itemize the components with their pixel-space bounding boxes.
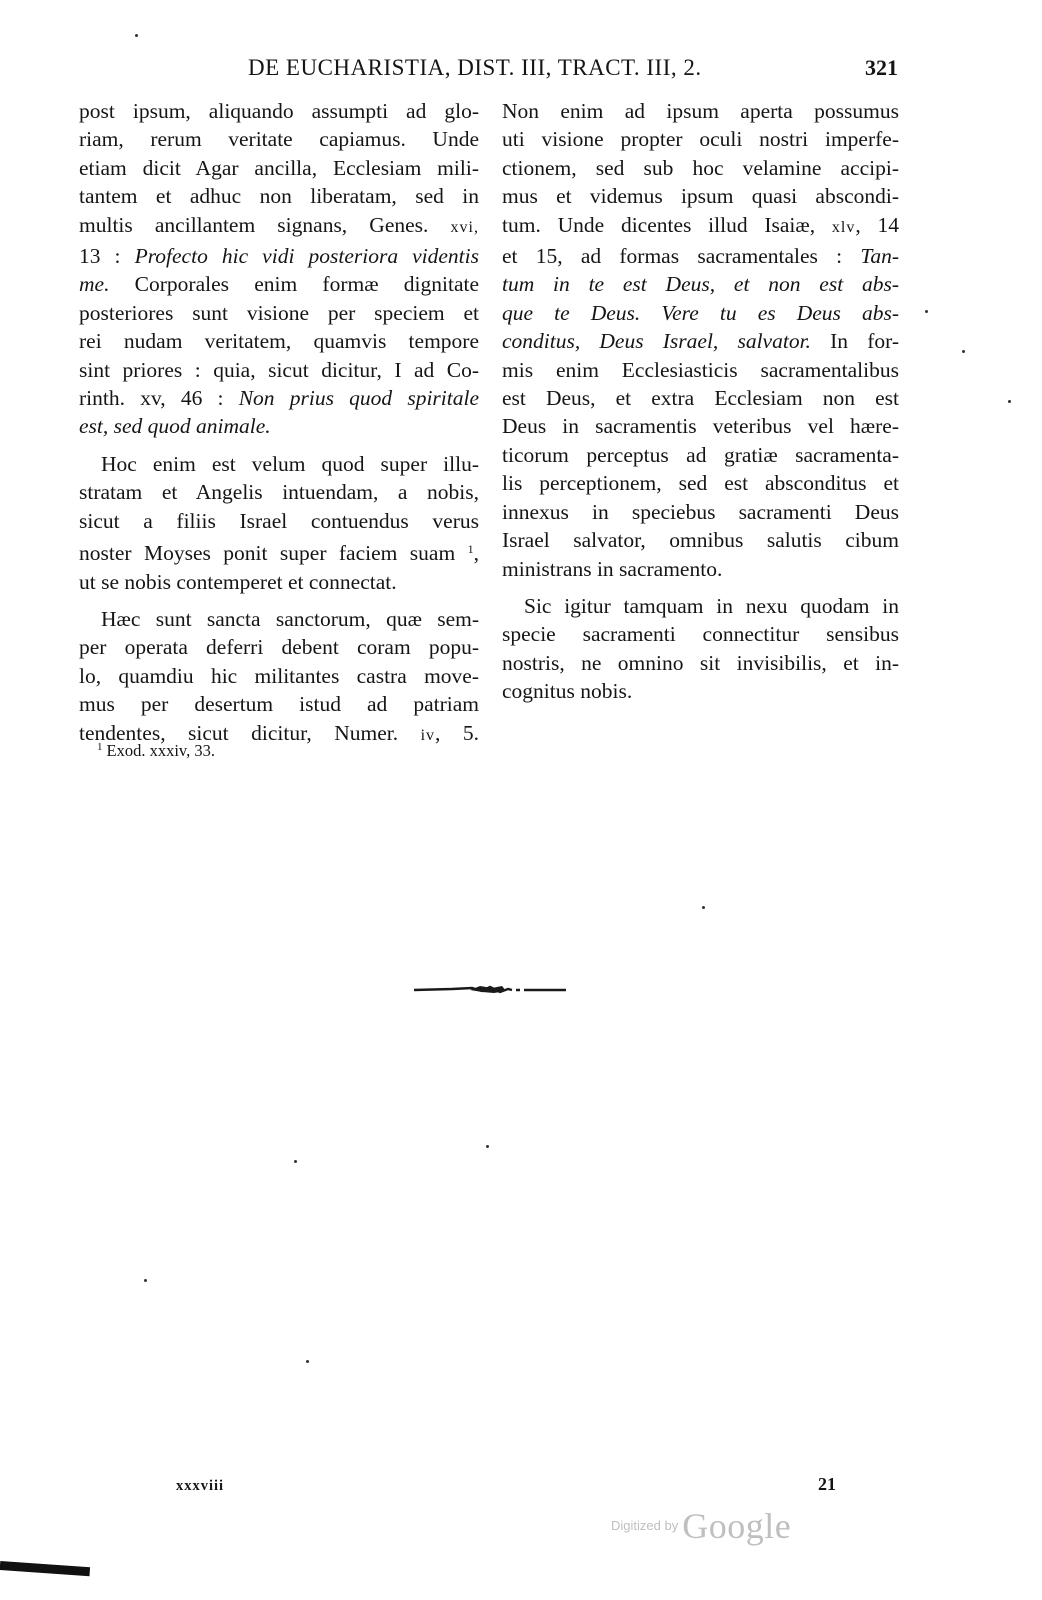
scripture-reference: xv, 46 : — [140, 386, 239, 411]
paper-speck — [144, 1279, 147, 1282]
text-line: rinth. xv, 46 : Non prius quod spiritale — [79, 386, 480, 411]
footnote-mark: 1 — [467, 542, 474, 557]
quotation: Non prius quod spiritale — [238, 386, 480, 411]
paper-speck — [294, 1160, 297, 1163]
paper-speck — [1008, 400, 1011, 403]
text-line: 13 : Profecto hic vidi posteriora videntis — [79, 244, 479, 269]
text-line: mus per desertum istud ad patriam — [79, 692, 479, 717]
text-line — [79, 412, 479, 440]
text-line: mis enim Ecclesiasticis sacramentalibus — [502, 357, 899, 382]
quotation: Profecto hic vidi posteriora videntis — [134, 244, 479, 269]
paper-speck — [962, 350, 965, 353]
paper-speck — [925, 310, 928, 313]
text-line: specie sacramenti connectitur sensibus — [502, 622, 899, 647]
scan-edge-shadow — [0, 1561, 90, 1576]
text-line: ministrans in sacramento. — [502, 556, 723, 581]
text-line: me. Corporales enim formæ dignitate — [79, 272, 479, 297]
watermark-brand: Google — [682, 1506, 792, 1546]
text-line: post ipsum, aliquando assumpti ad glo- — [79, 99, 479, 123]
text-line: lis perceptionem, sed est absconditus et — [502, 471, 899, 496]
text-line: lo, quamdiu hic militantes castra move- — [79, 663, 479, 688]
text-line: stratam et Angelis intuendam, a nobis, — [79, 480, 479, 505]
text-line: Hæc sunt sancta sanctorum, quæ sem- — [101, 606, 479, 631]
text-line: ut se nobis contemperet et connectat. — [79, 569, 397, 594]
text-line: innexus in speciebus sacramenti Deus — [502, 499, 899, 524]
text-line: sicut a filiis Israel contuendus verus — [79, 508, 479, 533]
paper-speck — [135, 34, 138, 37]
text-line — [502, 299, 899, 327]
text-line: ticorum perceptus ad gratiæ sacramenta- — [502, 442, 899, 467]
text-line: Deus in sacramentis veteribus vel hære- — [502, 414, 899, 439]
paragraph — [79, 450, 479, 596]
footnote — [97, 741, 215, 761]
paper-speck — [486, 1145, 489, 1148]
quotation: tum in te est Deus, et non est abs- — [502, 272, 899, 297]
watermark-prefix: Digitized by — [611, 1518, 679, 1533]
scripture-reference: xlv — [831, 218, 856, 236]
paragraph — [79, 605, 479, 750]
text-line: uti visione propter oculi nostri imperfe- — [502, 127, 899, 152]
paper-speck — [306, 1360, 309, 1363]
paper-speck — [702, 906, 705, 909]
scripture-reference: xvi, — [450, 218, 479, 236]
text-line: rei nudam veritatem, quamvis tempore — [79, 329, 479, 354]
running-title: DE EUCHARISTIA, DIST. III, TRACT. III, 2. — [248, 55, 702, 80]
quotation: que te Deus. Vere tu es Deus abs- — [502, 300, 899, 325]
sheet-number: 21 — [818, 1474, 836, 1494]
quotation: Tan- — [860, 244, 899, 269]
text-line: per operata deferri debent coram popu- — [79, 635, 479, 660]
text-line: tendentes, sicut dicitur, Numer. iv, 5. — [79, 720, 479, 745]
left-column — [79, 97, 479, 750]
page-number: 321 — [865, 55, 898, 80]
text-line: et 15, ad formas sacramentales : Tan- — [502, 244, 899, 269]
scripture-reference: iv — [420, 726, 436, 744]
text-line: Hoc enim est velum quod super illu- — [101, 451, 479, 476]
paragraph — [502, 97, 899, 583]
text-line: mus et videmus ipsum quasi abscondi- — [502, 184, 899, 209]
text-line: ctionem, sed sub hoc velamine accipi- — [502, 155, 899, 180]
text-line: Israel salvator, omnibus salutis cibum — [502, 528, 899, 553]
text-line: posteriores sunt visione per speciem et — [79, 300, 479, 325]
text-line: Sic igitur tamquam in nexu quodam in — [524, 593, 899, 618]
quotation: est, sed quod animale. — [79, 414, 271, 439]
footnote-text: Exod. xxxiv, 33. — [106, 741, 215, 760]
text-line: Non enim ad ipsum aperta possumus — [502, 99, 899, 123]
text-line: cognitus nobis. — [502, 679, 633, 704]
quotation: conditus, Deus Israel, salvator. — [502, 329, 811, 354]
text-line: sint priores : quia, sicut dicitur, I ad Co- — [79, 357, 479, 382]
digitization-watermark — [611, 1505, 791, 1547]
paragraph — [502, 592, 899, 706]
paragraph — [79, 97, 479, 441]
text-line: etiam dicit Agar ancilla, Ecclesiam mili- — [79, 155, 479, 180]
quotation: me. — [79, 272, 110, 297]
signature-mark: xxxviii — [176, 1478, 225, 1494]
text-line: est Deus, et extra Ecclesiam non est — [502, 386, 899, 411]
running-header — [80, 55, 898, 87]
footnote-mark: 1 — [97, 741, 103, 753]
text-line: tantem et adhuc non liberatam, sed in — [79, 184, 479, 209]
text-line: nostris, ne omnino sit invisibilis, et in- — [502, 650, 899, 675]
text-line — [502, 270, 899, 298]
text-line: riam, rerum veritate capiamus. Unde — [79, 127, 479, 152]
text-line: conditus, Deus Israel, salvator. In for- — [502, 329, 899, 354]
section-end-ornament — [412, 982, 572, 998]
right-column — [502, 97, 899, 706]
text-line: tum. Unde dicentes illud Isaiæ, xlv, 14 — [502, 212, 900, 237]
text-line: noster Moyses ponit super faciem suam $^1$, — [79, 541, 479, 566]
text-line: multis ancillantem signans, Genes. xvi, — [79, 212, 479, 237]
